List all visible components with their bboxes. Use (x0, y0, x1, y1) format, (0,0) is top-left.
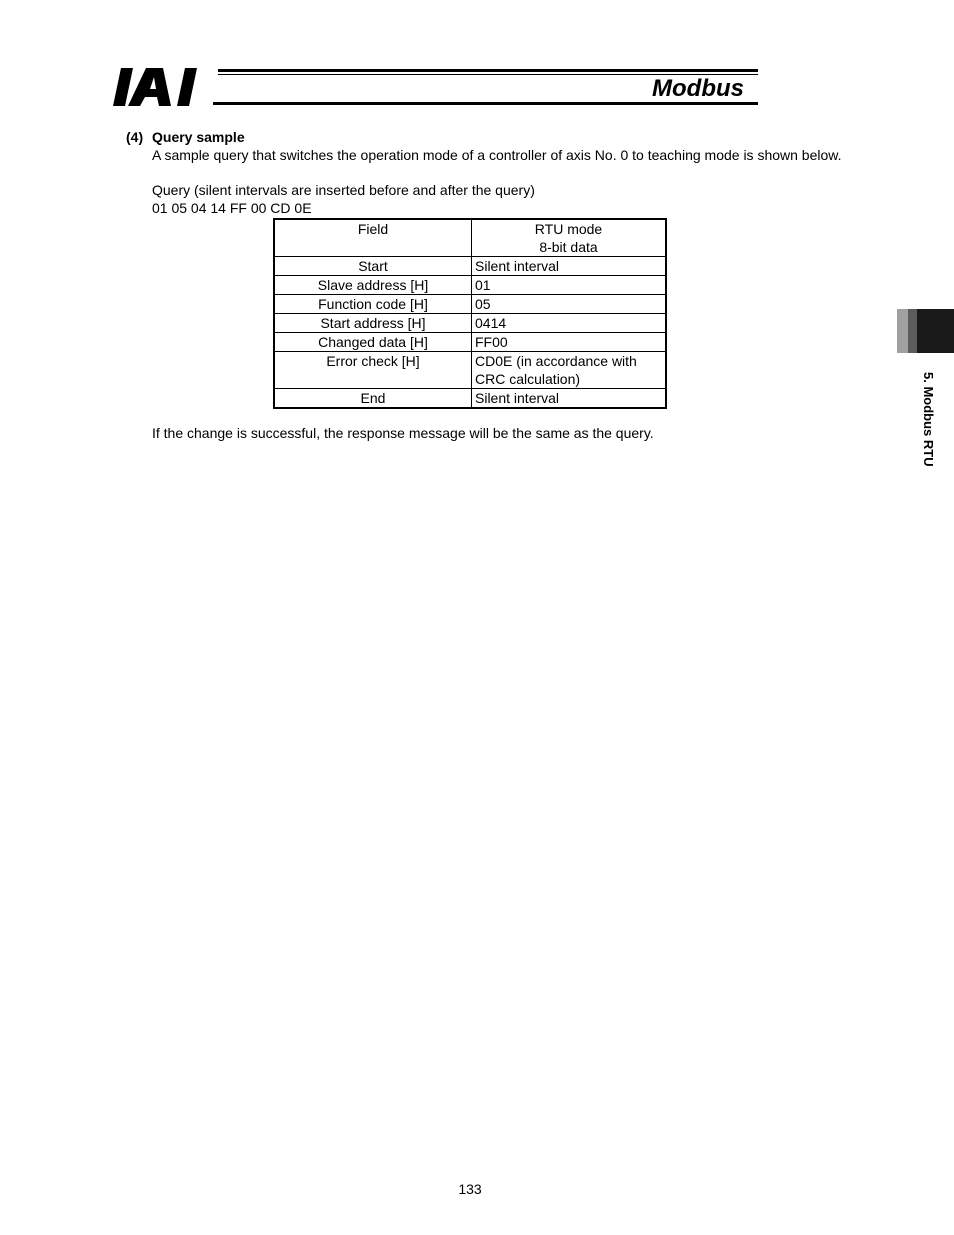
row-value: 0414 (472, 314, 667, 333)
header-title: Modbus (652, 75, 744, 102)
row-value: FF00 (472, 333, 667, 352)
header-rtu-mode: RTU mode 8-bit data (472, 219, 667, 257)
header-field: Field (274, 219, 472, 257)
row-value: Silent interval (472, 257, 667, 276)
row-field: Start address [H] (274, 314, 472, 333)
table-row (274, 352, 666, 389)
row-value: 01 (472, 276, 667, 295)
table-row (274, 389, 666, 409)
header-rule-top (218, 69, 758, 72)
query-bytes: 01 05 04 14 FF 00 CD 0E (152, 200, 312, 216)
row-field: End (274, 389, 472, 409)
row-field: Slave address [H] (274, 276, 472, 295)
query-caption: Query (silent intervals are inserted before and after the query) (152, 182, 535, 198)
row-field: Function code [H] (274, 295, 472, 314)
row-value: CD0E (in accordance with CRC calculation) (472, 352, 667, 389)
row-field: Start (274, 257, 472, 276)
chapter-label: 5. Modbus RTU (921, 372, 936, 467)
footer-note: If the change is successful, the response message will be the same as the query. (152, 425, 654, 441)
chapter-tab (897, 309, 954, 353)
page-number: 133 (458, 1181, 482, 1197)
query-table (273, 218, 667, 409)
row-value: 05 (472, 295, 667, 314)
row-field: Error check [H] (274, 352, 472, 389)
iai-logo (113, 68, 209, 106)
table-row (274, 276, 666, 295)
section-number: (4) (126, 129, 144, 145)
section-description: A sample query that switches the operation mode of a controller of axis No. 0 to teaching mode is shown below. (152, 147, 842, 163)
table-row (274, 333, 666, 352)
section-heading (126, 129, 245, 146)
row-value: Silent interval (472, 389, 667, 409)
table-header-row (274, 219, 666, 257)
section-title: Query sample (152, 129, 245, 145)
row-field: Changed data [H] (274, 333, 472, 352)
table-row (274, 257, 666, 276)
table-row (274, 314, 666, 333)
table-row (274, 295, 666, 314)
